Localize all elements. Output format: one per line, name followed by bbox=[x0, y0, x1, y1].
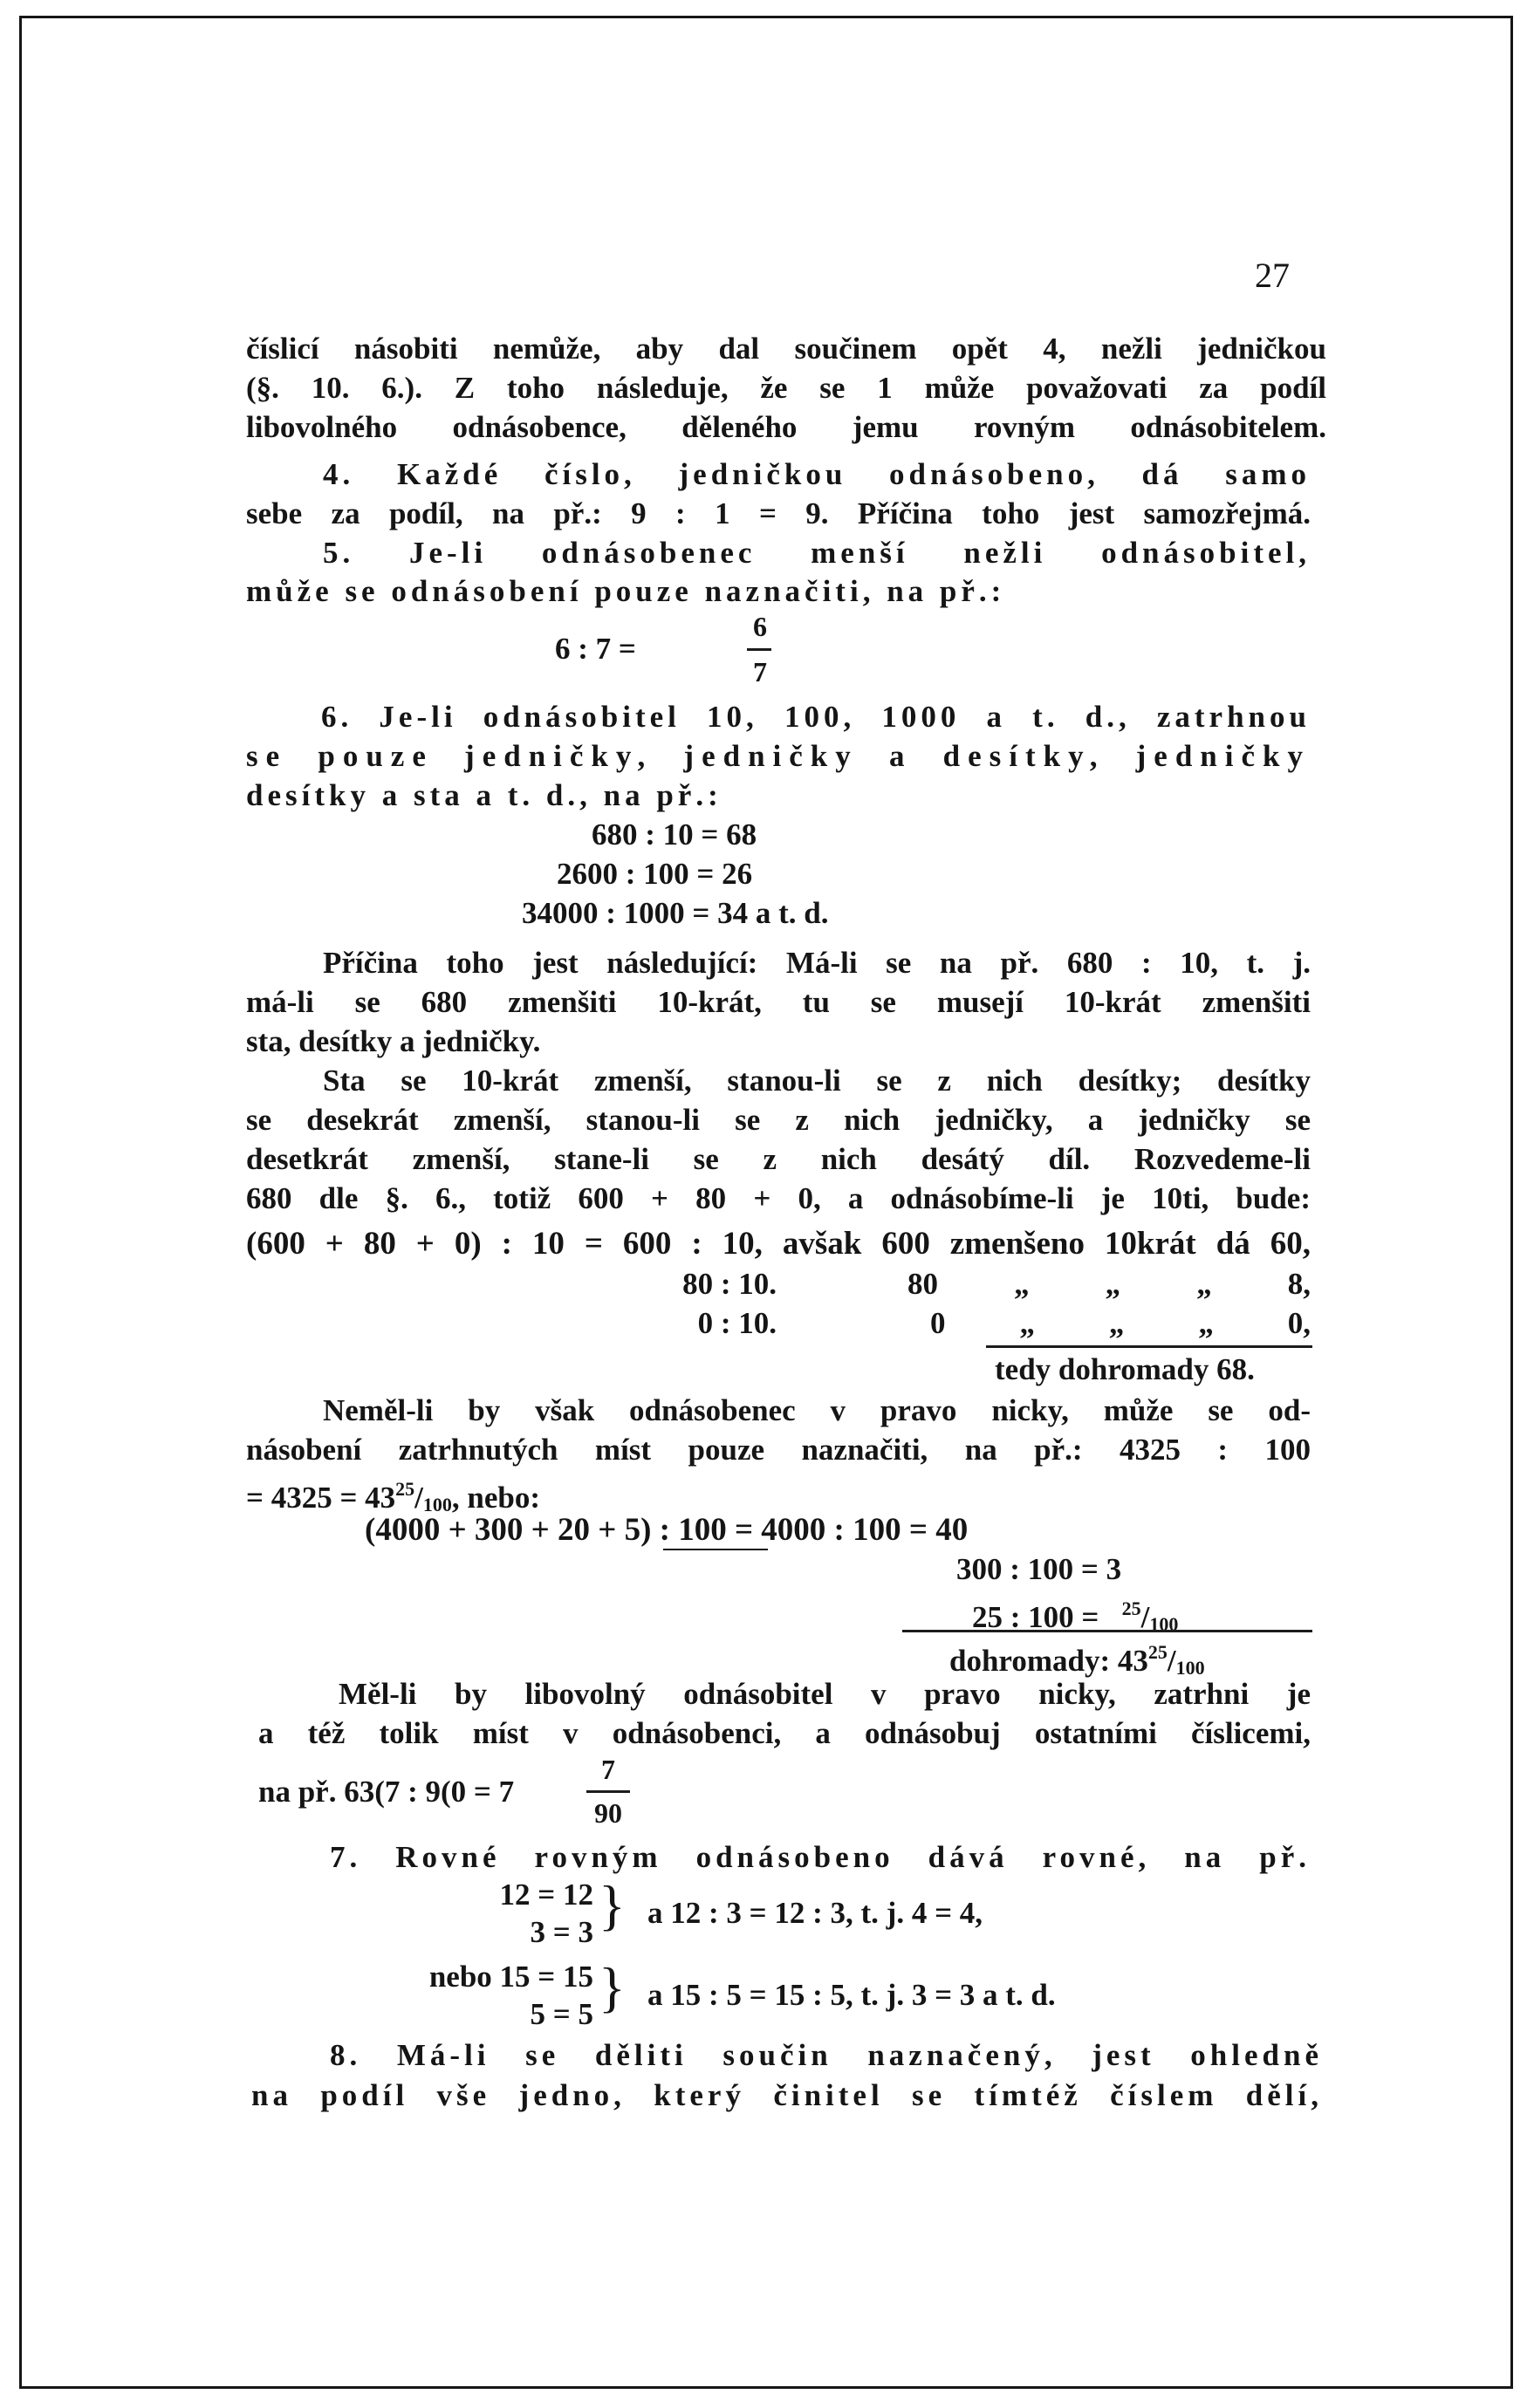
underline-mark bbox=[663, 1549, 768, 1550]
text-line: a též tolik míst v odnásobenci, a odnásobuj ostatními číslicemi, bbox=[258, 1716, 1311, 1750]
computation-total: tedy dohromady 68. bbox=[995, 1352, 1255, 1386]
text-line: se pouze jedničky, jedničky a desítky, jedničky bbox=[246, 739, 1311, 773]
sum-rule bbox=[986, 1345, 1312, 1348]
text-line: může se odnásobení pouze naznačiti, na př.: bbox=[246, 574, 1006, 608]
text-line: Měl-li by libovolný odnásobitel v pravo nicky, zatrhni je bbox=[339, 1677, 1311, 1711]
text-line: Sta se 10-krát zmenší, stanou-li se z nich desítky; desítky bbox=[323, 1064, 1311, 1098]
example-line: 2600 : 100 = 26 bbox=[557, 857, 753, 891]
text-line: má-li se 680 zmenšiti 10-krát, tu se musejí 10-krát zmenšiti bbox=[246, 985, 1311, 1019]
fraction-equation-left: 6 : 7 = bbox=[555, 632, 636, 666]
sum-rule bbox=[902, 1630, 1312, 1632]
text-line: desítky a sta a t. d., na př.: bbox=[246, 778, 722, 812]
text-line: libovolného odnásobence, děleného jemu rovným odnásobitelem. bbox=[246, 410, 1326, 444]
decomposition-total: dohromady: $43^{25}/_{100}$ bbox=[949, 1641, 1205, 1679]
equation-line: 12 = 12 bbox=[499, 1878, 593, 1912]
text-line: násobení zatrhnutých míst pouze naznačiti, na př.: 4325 : 100 bbox=[246, 1433, 1311, 1467]
equation-line: 3 = 3 bbox=[530, 1915, 593, 1949]
example-line: 34000 : 1000 = 34 a t. d. bbox=[522, 896, 829, 930]
text-line: desetkrát zmenší, stane-li se z nich desátý díl. Rozvedeme-li bbox=[246, 1142, 1311, 1176]
fraction-denominator: 90 bbox=[594, 1797, 622, 1829]
computation-line: (600 + 80 + 0) : 10 = 600 : 10, avšak 600 zmenšeno 10krát dá 60, bbox=[246, 1226, 1311, 1262]
brace-symbol: } bbox=[599, 1874, 626, 1936]
fraction-bar bbox=[747, 648, 771, 651]
equation-line: a 12 : 3 = 12 : 3, t. j. 4 = 4, bbox=[647, 1896, 983, 1930]
fraction-numerator: 6 bbox=[753, 611, 767, 642]
computation-line: 80 „ „ „ 8, bbox=[907, 1267, 1311, 1301]
decomposition-line: 300 : 100 = 3 bbox=[956, 1552, 1122, 1586]
fraction-denominator: 7 bbox=[753, 656, 767, 688]
text-line: 680 dle §. 6., totiž 600 + 80 + 0, a odnásobíme-li je 10ti, bude: bbox=[246, 1181, 1311, 1215]
example-line: 680 : 10 = 68 bbox=[592, 817, 757, 852]
rule-6-heading: 6. Je-li odnásobitel 10, 100, 1000 a t. d., zatrhnou bbox=[321, 700, 1311, 734]
page-number: 27 bbox=[1255, 256, 1290, 295]
brace-symbol: } bbox=[599, 1956, 626, 2018]
text-line: sebe za podíl, na př.: 9 : 1 = 9. Příčina toho jest samozřejmá. bbox=[246, 496, 1311, 530]
equation-line: a 15 : 5 = 15 : 5, t. j. 3 = 3 a t. d. bbox=[647, 1978, 1056, 2012]
rule-8-heading: 8. Má-li se děliti součin naznačený, jest ohledně bbox=[330, 2038, 1323, 2072]
rule-7-heading: 7. Rovné rovným odnásobeno dává rovné, na př. bbox=[330, 1840, 1311, 1874]
text-line: Neměl-li by však odnásobenec v pravo nicky, může se od- bbox=[323, 1393, 1311, 1427]
equation-line: nebo 15 = 15 bbox=[428, 1960, 593, 1994]
rule-4-heading: 4. Každé číslo, jedničkou odnásobeno, dá samo bbox=[323, 457, 1311, 491]
equation-line: 5 = 5 bbox=[530, 1997, 593, 2031]
computation-line: 0 „ „ „ 0, bbox=[930, 1306, 1311, 1340]
text-line: (§. 10. 6.). Z toho následuje, že se 1 může považovati za podíl bbox=[246, 371, 1326, 405]
fraction-bar bbox=[586, 1790, 630, 1793]
rule-5-heading: 5. Je-li odnásobenec menší nežli odnásobitel, bbox=[323, 536, 1311, 570]
computation-line: 80 : 10. bbox=[682, 1267, 777, 1301]
text-line: číslicí násobiti nemůže, aby dal součinem opět 4, nežli jedničkou bbox=[246, 332, 1326, 366]
text-line: Příčina toho jest následující: Má-li se na př. 680 : 10, t. j. bbox=[323, 946, 1311, 980]
decomposition-line: 25 : 100 = $^{25}/_{100}$ bbox=[972, 1597, 1179, 1635]
text-line: = $4325 = 43^{25}/_{100}$, nebo: bbox=[246, 1478, 540, 1515]
fraction-equation-left: na př. 63(7 : 9(0 = 7 bbox=[258, 1775, 515, 1809]
text-line: se desekrát zmenší, stanou-li se z nich jedničky, a jedničky se bbox=[246, 1103, 1311, 1137]
fraction-numerator: 7 bbox=[601, 1754, 615, 1785]
decomposition-line: (4000 + 300 + 20 + 5) : 100 = 4000 : 100 = 40 bbox=[365, 1512, 969, 1548]
computation-line: 0 : 10. bbox=[697, 1306, 777, 1340]
text-line: sta, desítky a jedničky. bbox=[246, 1024, 541, 1058]
text-line: na podíl vše jedno, který činitel se tímtéž číslem dělí, bbox=[251, 2078, 1323, 2112]
